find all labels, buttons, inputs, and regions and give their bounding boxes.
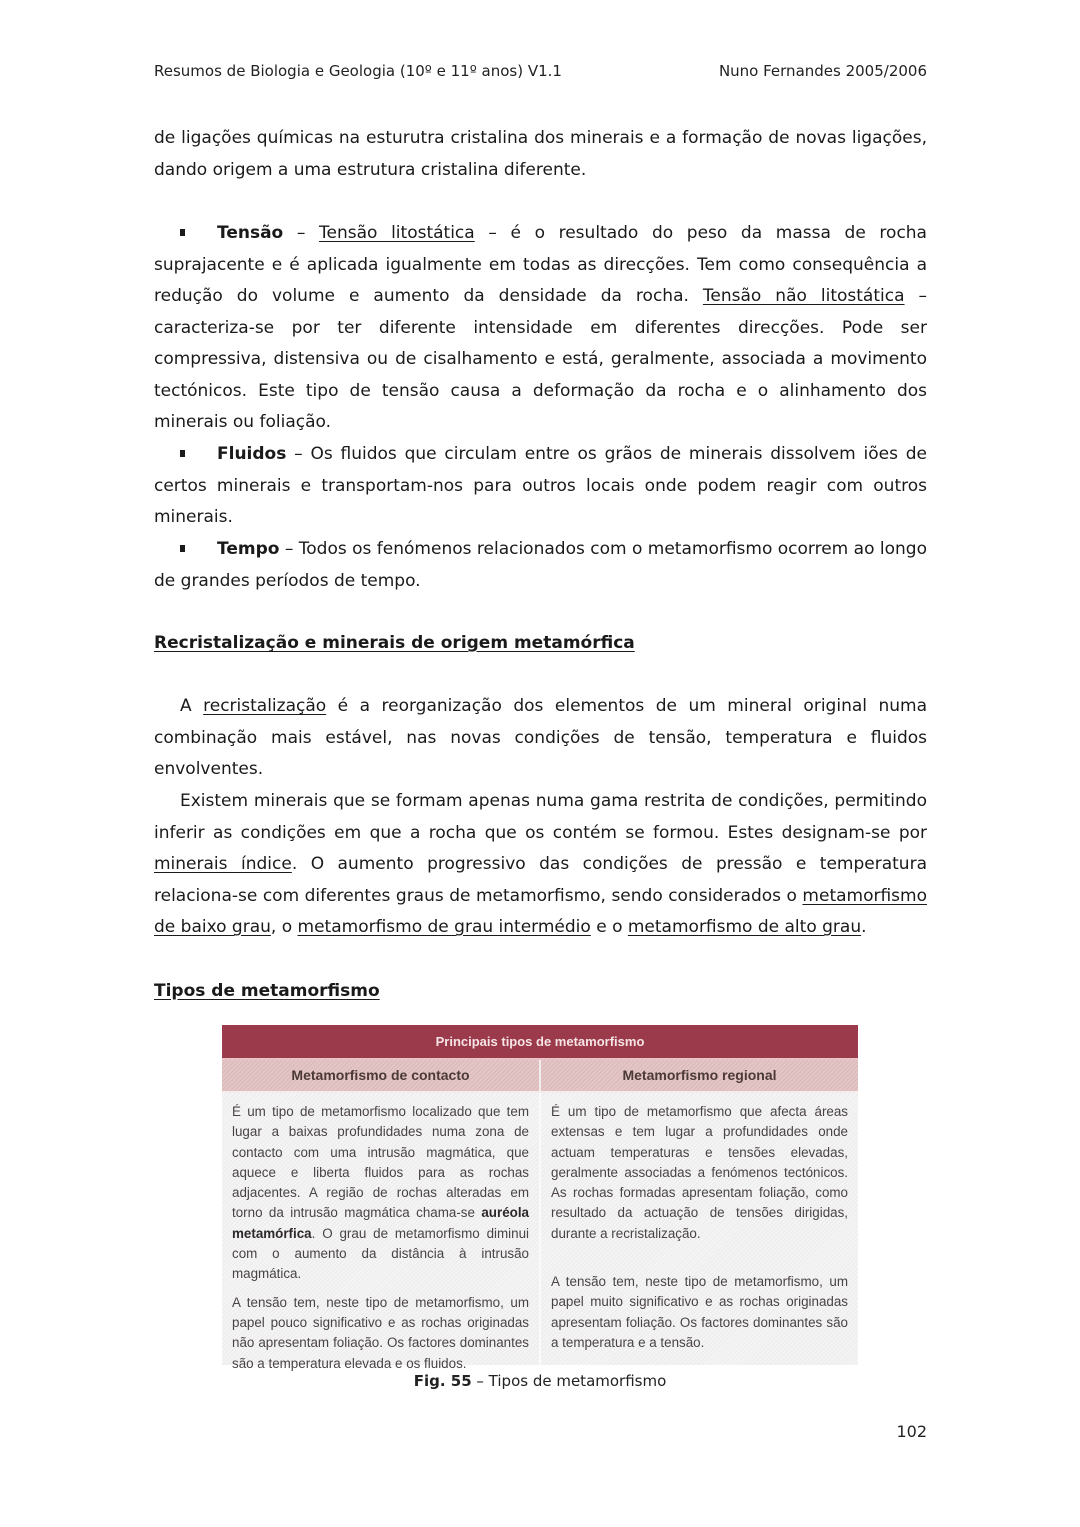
bullet-text: – caracteriza-se por ter diferente intensidade em diferentes direcções. Pode ser compressiva, distensiva ou de cisalhamento e está, geralmente, associada a movimento tectónicos. Este tipo de tensão causa a deformação da rocha e o alinhamento dos minerais ou foliação. xyxy=(154,286,928,432)
bullet-fluidos xyxy=(154,439,927,534)
column-header-contacto: Metamorfismo de contacto xyxy=(291,1067,470,1083)
paragraph-text: , o xyxy=(270,917,298,937)
underlined-term: metamorfismo de grau intermédio xyxy=(297,917,591,937)
header-author: Nuno Fernandes 2005/2006 xyxy=(718,62,927,80)
intro-line-1: de ligações químicas na esturutra cristalina dos minerais e a formação de novas ligações, xyxy=(154,128,927,148)
bullet-text: – Todos os fenómenos relacionados com o metamorfismo ocorrem ao longo de grandes períodos de tempo. xyxy=(154,539,927,591)
bullet-term: Fluidos xyxy=(217,444,287,464)
regional-tension: A tensão tem, neste tipo de metamorfismo, um papel muito significativo e as rochas originadas apresentam foliação. Os factores dominantes são a temperatura e a tensão. xyxy=(551,1274,848,1350)
figure-title: Principais tipos de metamorfismo xyxy=(222,1025,858,1060)
separator: – xyxy=(283,223,320,243)
column-header-regional: Metamorfismo regional xyxy=(539,1060,858,1091)
contacto-description xyxy=(232,1102,529,1285)
section-recristalizacao-heading xyxy=(154,628,927,660)
section-tipos-heading xyxy=(154,976,927,1008)
paragraph-text: Existem minerais que se formam apenas numa gama restrita de condições, permitindo inferir as condições em que a rocha que os contém se formou. Estes designam-se por xyxy=(154,791,927,843)
paragraph-text: é a reorganização dos elementos de um mineral original numa combinação mais estável, nas novas condições de tensão, temperatura e fluidos envolventes. xyxy=(154,696,927,779)
cell-text: É um tipo de metamorfismo localizado que tem lugar a baixas profundidades numa zona de contacto com uma intrusão magmática, que aquece e liberta fluidos para as rochas adjacentes. A região de rochas alteradas em torno da intrusão magmática chama-se xyxy=(232,1104,529,1221)
intro-line-2: dando origem a uma estrutura cristalina diferente. xyxy=(154,159,587,180)
bullet-square-icon xyxy=(180,450,185,457)
column-regional xyxy=(539,1093,858,1365)
figure-label: Fig. 55 xyxy=(413,1372,472,1390)
section-title: Tipos de metamorfismo xyxy=(154,981,380,1001)
bullet-text: – é o resultado do peso da massa de rocha suprajacente e é aplicada igualmente em todas as direcções. Tem como consequência a redução do volume e aumento da densidade da rocha. xyxy=(154,223,927,306)
figure-metamorphism-table xyxy=(222,1025,858,1371)
page-number: 102 xyxy=(896,1422,927,1441)
figure-caption-text: – Tipos de metamorfismo xyxy=(471,1372,667,1390)
underlined-term: Tensão litostática xyxy=(319,223,475,243)
intro-paragraph xyxy=(154,123,927,186)
bullet-term: Tempo xyxy=(217,539,280,559)
header-title: Resumos de Biologia e Geologia (10º e 11º anos) V1.1 xyxy=(154,62,562,80)
section-title: Recristalização e minerais de origem metamórfica xyxy=(154,633,635,653)
cell-text: . O grau de metamorfismo diminui com o aumento da distância à intrusão magmática. xyxy=(232,1225,529,1282)
underlined-term: minerais índice xyxy=(154,854,292,874)
recristalizacao-paragraph xyxy=(154,691,927,786)
bullet-tensao xyxy=(154,218,927,439)
minerais-indice-paragraph xyxy=(154,786,927,944)
figure-body xyxy=(222,1093,858,1371)
bullet-square-icon xyxy=(180,545,185,552)
underlined-term: Tensão não litostática xyxy=(702,286,905,306)
figure-column-headers xyxy=(222,1060,858,1093)
paragraph-text: . O aumento progressivo das condições de pressão e temperatura relaciona-se com diferentes graus de metamorfismo, sendo considerados o xyxy=(154,854,927,906)
bullet-text: – Os fluidos que circulam entre os grãos de minerais dissolvem iões de certos minerais e transportam-nos para outros locais onde podem reagir com outros minerais. xyxy=(154,444,927,527)
regional-description xyxy=(551,1102,848,1264)
paragraph-text: . xyxy=(861,917,867,937)
cell-bold-term: auréola metamórfica xyxy=(232,1205,529,1241)
cell-text: É um tipo de metamorfismo que afecta áreas extensas e tem lugar a profundidades onde actuam temperaturas e tensões elevadas, geralmente associadas a fenómenos tectónicos. As rochas formadas apresentam foliação, como resultado da actuação de tensões dirigidas, durante a recristalização. xyxy=(551,1104,848,1241)
bullet-square-icon xyxy=(180,229,185,236)
underlined-term: metamorfismo de alto grau xyxy=(627,917,862,937)
bullet-tempo xyxy=(154,534,927,597)
bullet-term: Tensão xyxy=(217,223,284,243)
column-contacto xyxy=(222,1093,539,1371)
running-header xyxy=(154,62,927,80)
underlined-term: metamorfismo de baixo grau xyxy=(154,885,927,937)
paragraph-text: e o xyxy=(590,917,628,937)
contacto-tension: A tensão tem, neste tipo de metamorfismo, um papel pouco significativo e as rochas originadas não apresentam foliação. Os factores dominantes são a temperatura elevada e os fluidos. xyxy=(232,1294,529,1371)
paragraph-text: A xyxy=(180,696,204,716)
figure-caption xyxy=(0,1372,1080,1390)
underlined-term: recristalização xyxy=(203,696,327,716)
